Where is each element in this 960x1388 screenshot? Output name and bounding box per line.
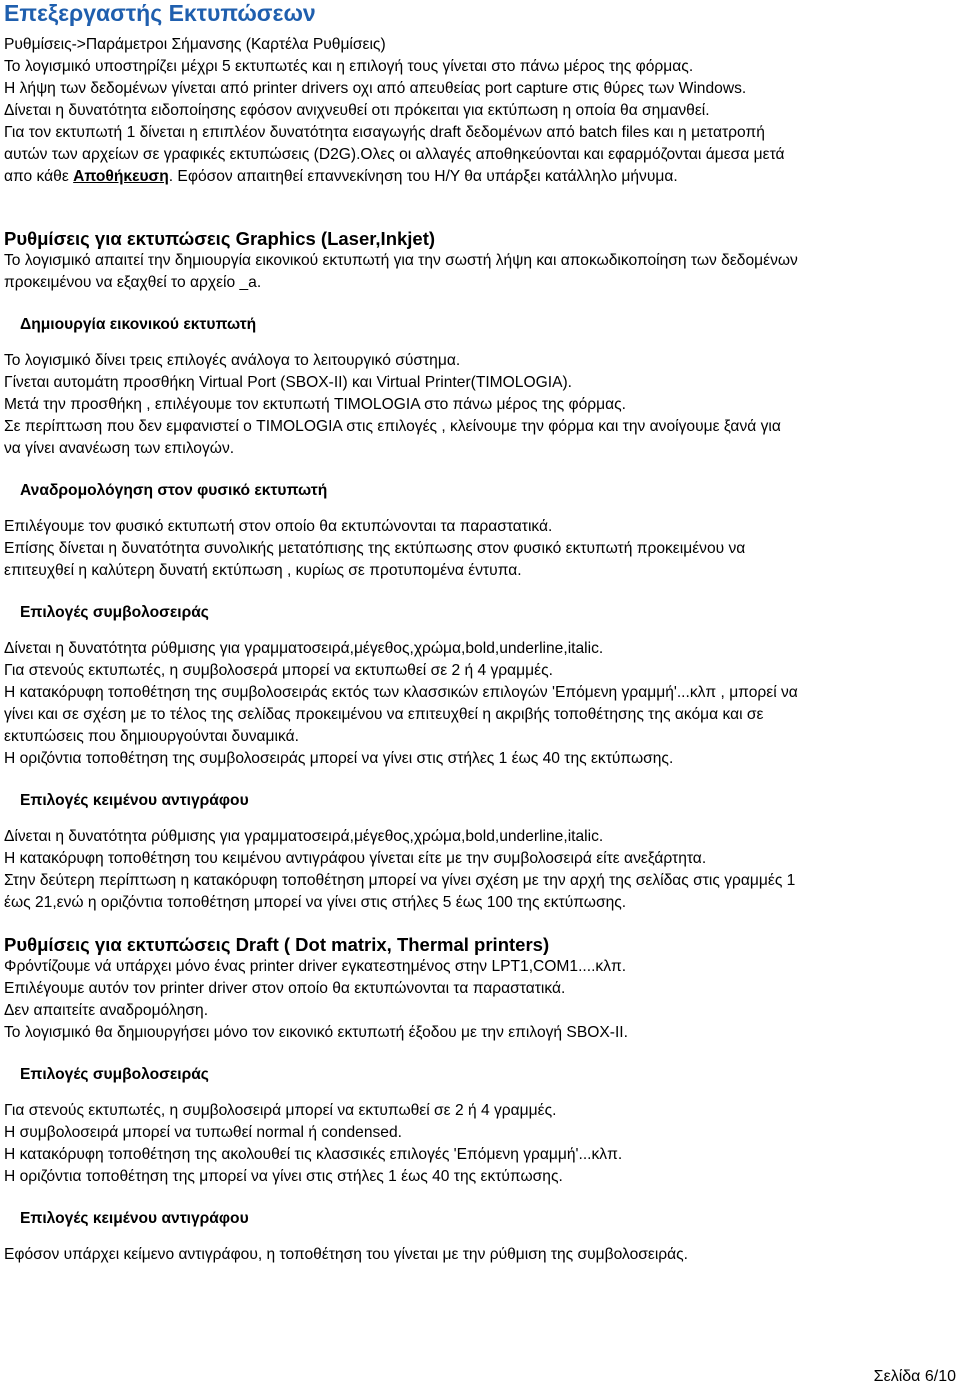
paragraph-line: Φρόντίζουμε νά υπάρχει μόνο ένας printer driver εγκατεστημένος στην LPT1,COM1....κλπ. <box>4 958 627 975</box>
paragraph-line: γίνει και σε σχέση με το τέλος της σελίδας προκειμένου να επιτευχθεί η ακριβής τοποθέτησης της ακόμα και σε <box>4 706 764 723</box>
save-link[interactable]: Αποθήκευση <box>73 168 169 185</box>
spacer <box>4 294 956 314</box>
paragraph-line: Το λογισμικό θα δημιουργήσει μόνο τον εικονικό εκτυπωτή έξοδου με την επιλογή SBOX-II. <box>4 1024 628 1041</box>
paragraph-line: Η κατακόρυφη τοποθέτηση της συμβολοσειράς εκτός των κλασσικών επιλογών 'Επόμενη γραμμή'...κλπ , μπορεί να <box>4 684 798 701</box>
intro-line: Το λογισμικό υποστηρίζει μέχρι 5 εκτυπωτές και η επιλογή τους γίνεται στο πάνω μέρος της φόρμας. <box>4 58 694 75</box>
spacer <box>4 1044 956 1064</box>
spacer <box>4 770 956 790</box>
paragraph-line: Δίνεται η δυνατότητα ρύθμισης για γραμματοσειρά,μέγεθος,χρώμα,bold,underline,italic. <box>4 640 604 657</box>
subsection-heading: Επιλογές κειμένου αντιγράφου <box>20 792 249 809</box>
intro-last-suffix: . Εφόσον απαιτηθεί επαννεκίνηση του Η/Υ θα υπάρξει κατάλληλο μήνυμα. <box>168 168 678 185</box>
section-heading: Ρυθμίσεις για εκτυπώσεις Graphics (Laser,Inkjet) <box>4 228 436 249</box>
paragraph-line: προκειμένου να εξαχθεί το αρχείο _a. <box>4 274 262 291</box>
intro-line: αυτών των αρχείων σε γραφικές εκτυπώσεις (D2G).Ολες οι αλλαγές αποθηκεύονται και εφαρμόζονται άμεσα μετά <box>4 146 785 163</box>
spacer <box>4 624 956 638</box>
intro-line: Ρυθμίσεις->Παράμετροι Σήμανσης (Καρτέλα Ρυθμίσεις) <box>4 36 386 53</box>
paragraph-line: Στην δεύτερη περίπτωση η κατακόρυφη τοποθέτηση μπορεί να γίνει σχέση με την αρχή της σελίδας στις γραμμές 1 <box>4 872 796 889</box>
page-title: Επεξεργαστής Εκτυπώσεων <box>4 0 316 26</box>
paragraph-line: επιτευχθεί η καλύτερη δυνατή εκτύπωση , κυρίως σε προτυπομένα έντυπα. <box>4 562 522 579</box>
spacer <box>4 582 956 602</box>
document-page <box>4 0 956 1266</box>
page-number: Σελίδα 6/10 <box>873 1368 956 1385</box>
paragraph-line: Μετά την προσθήκη , επιλέγουμε τον εκτυπωτή TIMOLOGIA στο πάνω μέρος της φόρμας. <box>4 396 626 413</box>
spacer <box>4 812 956 826</box>
paragraph-line: Δίνεται η δυνατότητα ρύθμισης για γραμματοσειρά,μέγεθος,χρώμα,bold,underline,italic. <box>4 828 604 845</box>
paragraph-line: Η οριζόντια τοποθέτηση της συμβολοσειράς μπορεί να γίνει στις στήλες 1 έως 40 της εκτύπωσης. <box>4 750 674 767</box>
paragraph-line: Δεν απαιτείτε αναδρομόληση. <box>4 1002 209 1019</box>
paragraph-line: Επιλέγουμε τον φυσικό εκτυπωτή στον οποίο θα εκτυπώνονται τα παραστατικά. <box>4 518 553 535</box>
section-heading: Ρυθμίσεις για εκτυπώσεις Draft ( Dot matrix, Thermal printers) <box>4 934 550 955</box>
spacer <box>4 502 956 516</box>
spacer <box>4 336 956 350</box>
subsection-heading: Επιλογές κειμένου αντιγράφου <box>20 1210 249 1227</box>
spacer <box>4 1086 956 1100</box>
paragraph-line: έως 21,ενώ η οριζόντια τοποθέτηση μπορεί να γίνει στις στήλες 5 έως 100 της εκτύπωσης. <box>4 894 627 911</box>
spacer <box>4 188 956 228</box>
intro-section <box>4 34 956 188</box>
paragraph-line: να γίνει ανανέωση των επιλογών. <box>4 440 235 457</box>
intro-last-line <box>4 166 956 188</box>
intro-line: Για τον εκτυπωτή 1 δίνεται η επιπλέον δυνατότητα εισαγωγής draft δεδομένων από batch files και η μετατροπή <box>4 124 765 141</box>
paragraph-line: Η οριζόντια τοποθέτηση της μπορεί να γίνει στις στήλες 1 έως 40 της εκτύπωσης. <box>4 1168 563 1185</box>
paragraph-line: Εφόσον υπάρχει κείμενο αντιγράφου, η τοποθέτηση του γίνεται με την ρύθμιση της συμβολοσειράς. <box>4 1246 689 1263</box>
spacer <box>4 460 956 480</box>
spacer <box>4 914 956 934</box>
subsection-heading: Αναδρομολόγηση στον φυσικό εκτυπωτή <box>20 482 328 499</box>
paragraph-line: Για στενούς εκτυπωτές, η συμβολοσερά μπορεί να εκτυπωθεί σε 2 ή 4 γραμμές. <box>4 662 553 679</box>
paragraph-line: Το λογισμικό δίνει τρεις επιλογές ανάλογα το λειτουργικό σύστημα. <box>4 352 461 369</box>
spacer <box>4 1230 956 1244</box>
paragraph-line: Γίνεται αυτομάτη προσθήκη Virtual Port (SBOX-II) και Virtual Printer(TIMOLOGIA). <box>4 374 572 391</box>
intro-line: Δίνεται η δυνατότητα ειδοποίησης εφόσον ανιχνευθεί οτι πρόκειται για εκτύπωση η οποία θα σημανθεί. <box>4 102 710 119</box>
graphics-section <box>4 228 956 914</box>
intro-last-prefix: απο κάθε <box>4 168 74 185</box>
paragraph-line: Η συμβολοσειρά μπορεί να τυπωθεί normal ή condensed. <box>4 1124 402 1141</box>
paragraph-line: Η κατακόρυφη τοποθέτηση της ακολουθεί τις κλασσικές επιλογές 'Επόμενη γραμμή'...κλπ. <box>4 1146 623 1163</box>
subsection-heading: Επιλογές συμβολοσειράς <box>20 1066 209 1083</box>
paragraph-line: Η κατακόρυφη τοποθέτηση του κειμένου αντιγράφου γίνεται είτε με την συμβολοσειρά είτε ανεξάρτητα. <box>4 850 707 867</box>
paragraph-line: Επίσης δίνεται η δυνατότητα συνολικής μετατόπισης της εκτύπωσης στον φυσικό εκτυπωτή προκειμένου να <box>4 540 746 557</box>
draft-section <box>4 934 956 1266</box>
intro-line: Η λήψη των δεδομένων γίνεται από printer drivers οχι από απευθείας port capture στις θύρες των Windows. <box>4 80 747 97</box>
paragraph-line: Σε περίπτωση που δεν εμφανιστεί ο TIMOLOGIA στις επιλογές , κλείνουμε την φόρμα και την ανοίγουμε ξανά για <box>4 418 781 435</box>
paragraph-line: Επιλέγουμε αυτόν τον printer driver στον οποίο θα εκτυπώνονται τα παραστατικά. <box>4 980 566 997</box>
subsection-heading: Δημιουργία εικονικού εκτυπωτή <box>20 316 257 333</box>
paragraph-line: εκτυπώσεις που δημιουργούνται δυναμικά. <box>4 728 299 745</box>
spacer <box>4 1188 956 1208</box>
subsection-heading: Επιλογές συμβολοσειράς <box>20 604 209 621</box>
paragraph-line: Το λογισμικό απαιτεί την δημιουργία εικονικού εκτυπωτή για την σωστή λήψη και αποκωδικοποίηση των δεδομένων <box>4 252 798 269</box>
paragraph-line: Για στενούς εκτυπωτές, η συμβολοσειρά μπορεί να εκτυπωθεί σε 2 ή 4 γραμμές. <box>4 1102 557 1119</box>
